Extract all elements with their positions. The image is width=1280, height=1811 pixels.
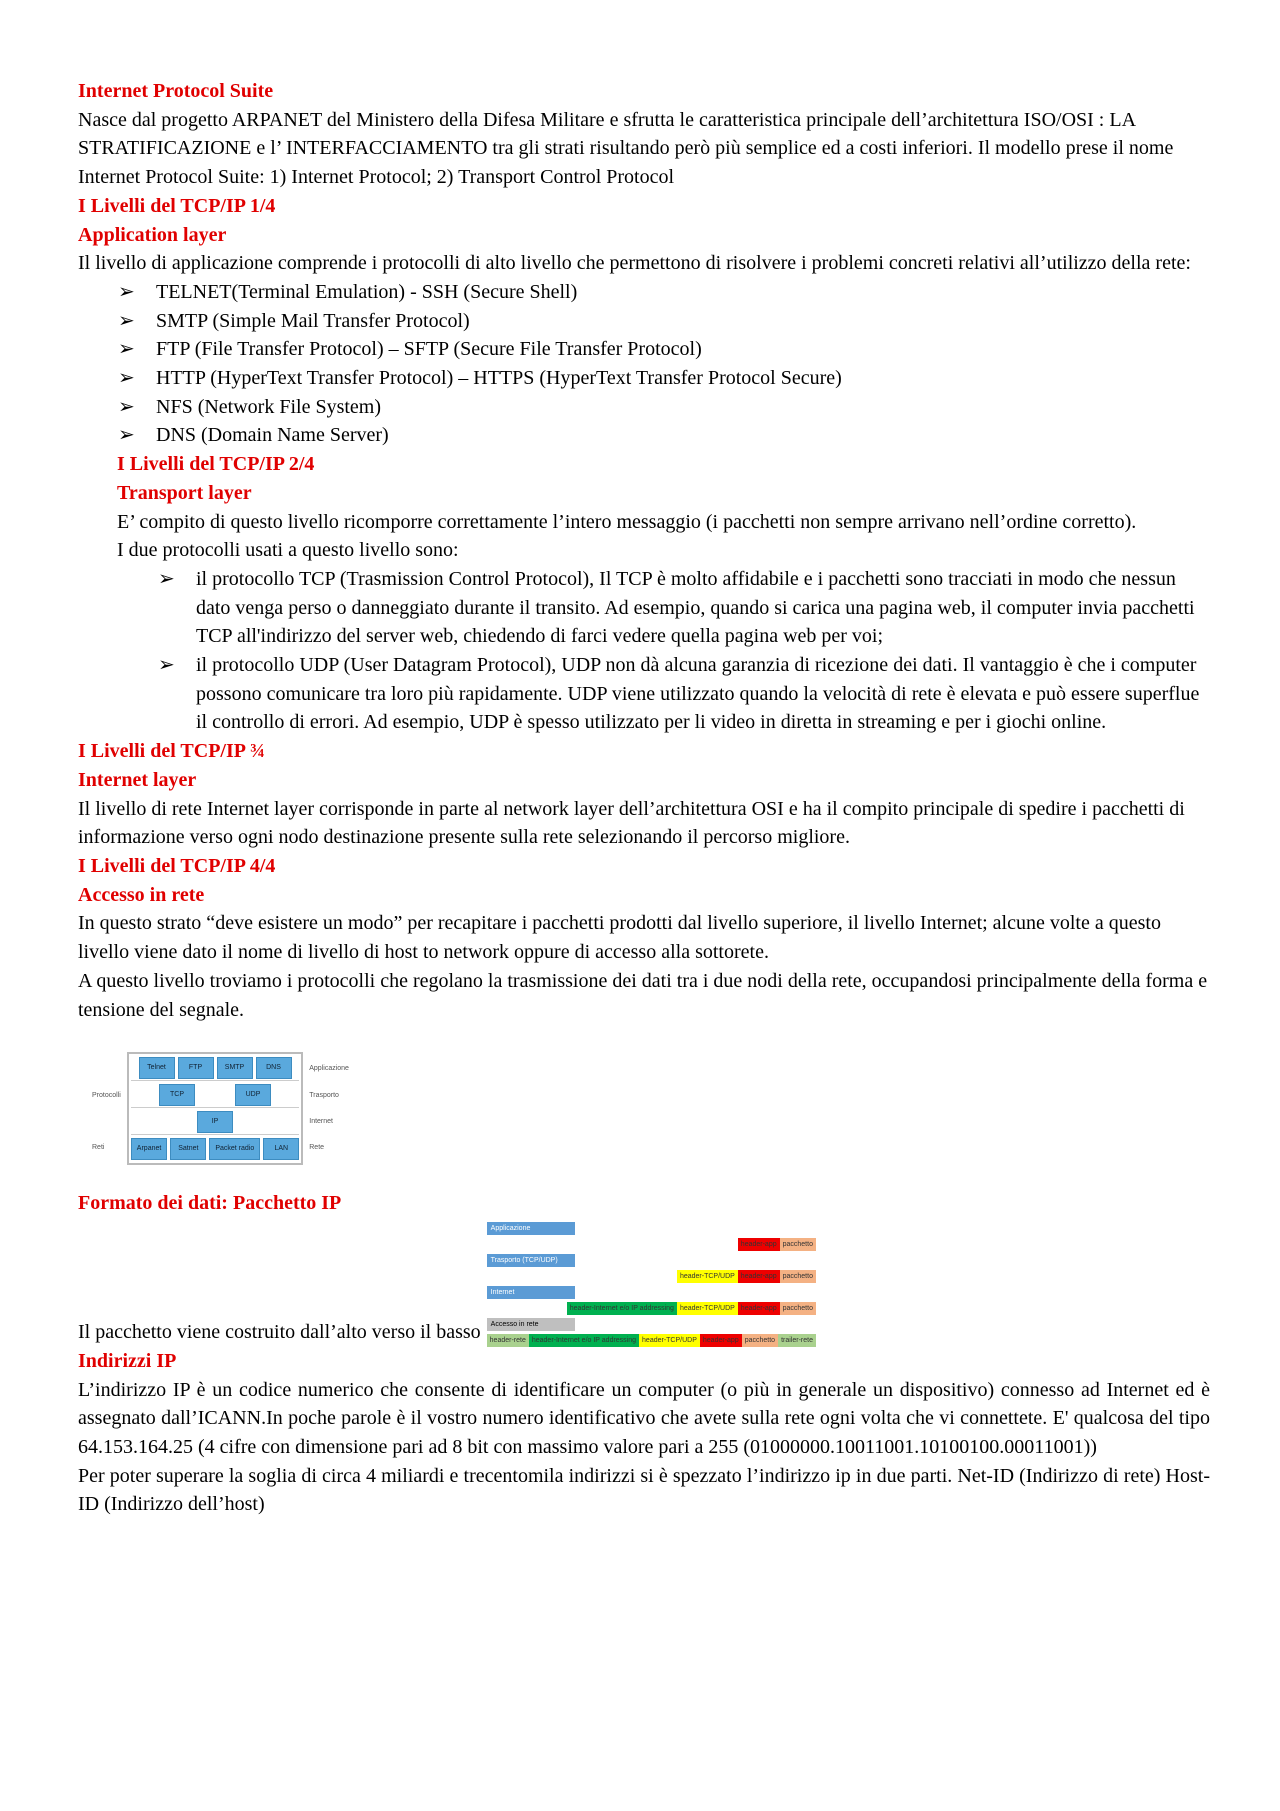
diagram-label: Internet <box>309 1117 333 1125</box>
diagram-row-internet <box>131 1110 299 1135</box>
heading: Indirizzi IP <box>78 1349 177 1372</box>
packet-segment: pacchetto <box>742 1334 778 1347</box>
list-item-text: il protocollo UDP (User Datagram Protocol), UDP non dà alcuna garanzia di ricezione dei dati. Il vantaggio è che i computer possono comunicare tra loro più rapidamente. UDP viene utilizzato quando la velocità di rete è elevata e può essere superflue il controllo di errori. Ad esempio, UDP è spesso utilizzato per li video in diretta in streaming e per i giochi online. <box>196 654 1200 734</box>
packet-segment: header-Internet e/o IP addressing <box>567 1302 677 1315</box>
layer-label: Trasporto (TCP/UDP) <box>487 1254 575 1267</box>
packet-segment: header-app <box>738 1270 780 1283</box>
list-item <box>78 278 1210 307</box>
paragraph: In questo strato “deve esistere un modo” per recapitare i pacchetti prodotti dal livello superiore, il livello Internet; alcune volte a questo livello viene dato il nome di livello di host to network oppure di accesso alla sottorete. <box>78 912 1161 964</box>
packet-segment: header-TCP/UDP <box>677 1270 738 1283</box>
transport-list <box>78 565 1210 737</box>
diagram-row-application <box>131 1056 299 1081</box>
packet-segment: header-TCP/UDP <box>677 1302 738 1315</box>
paragraph: A questo livello troviamo i protocolli che regolano la trasmissione dei dati tra i due nodi della rete, occupandosi principalmente della forma e tensione del segnale. <box>78 969 1208 1021</box>
packet-segment: pacchetto <box>780 1270 816 1283</box>
diagram-box: Packet radio <box>209 1138 260 1160</box>
heading: I Livelli del TCP/IP ¾ <box>78 740 265 763</box>
list-item <box>78 393 1210 422</box>
list-item <box>78 307 1210 336</box>
packet-segment: header-app <box>738 1302 780 1315</box>
packet-row <box>487 1302 816 1315</box>
packet-segment: pacchetto <box>780 1302 816 1315</box>
diagram-label: Trasporto <box>309 1091 339 1099</box>
subheading: Application layer <box>78 223 227 246</box>
arrow-bullet-icon: ➢ <box>118 367 135 390</box>
paragraph: I due protocolli usati a questo livello sono: <box>117 539 459 562</box>
diagram-box: Arpanet <box>131 1138 168 1160</box>
tcpip-layers-diagram <box>86 1052 1210 1165</box>
subheading: Accesso in rete <box>78 883 205 906</box>
diagram-left-labels <box>86 1052 127 1165</box>
paragraph: E’ compito di questo livello ricomporre correttamente l’intero messaggio (i pacchetti non sempre arrivano nell’ordine corretto). <box>117 510 1137 533</box>
heading: Formato dei dati: Pacchetto IP <box>78 1192 342 1215</box>
arrow-bullet-icon: ➢ <box>118 309 135 332</box>
diagram-box: SMTP <box>217 1057 253 1079</box>
diagram-box: Satnet <box>170 1138 206 1160</box>
paragraph: L’indirizzo IP è un codice numerico che consente di identificare un computer (o più in generale un dispositivo) connesso ad Internet ed è assegnato dall’ICANN.In poche parole è il vostro numero identificativo che avete sulla rete ogni volta che vi connettete. E' qualcosa del tipo 64.153.164.25 (4 cifre con dimensione pari ad 8 bit con massimo valore pari a 255 (01000000.10011001.10100100.00011001)) <box>78 1378 1210 1459</box>
paragraph: Nasce dal progetto ARPANET del Ministero della Difesa Militare e sfrutta le caratteristica principale dell’architettura ISO/OSI : LA STRATIFICAZIONE e l’ INTERFACCIAMENTO tra gli strati risultando però più semplice ed a costi inferiori. Il modello prese il nome Internet Protocol Suite: 1) Internet Protocol; 2) Transport Control Protocol <box>78 108 1174 189</box>
arrow-bullet-icon: ➢ <box>118 280 135 303</box>
list-item <box>78 335 1210 364</box>
list-item-text: NFS (Network File System) <box>156 395 381 418</box>
packet-row <box>487 1270 816 1283</box>
subheading: Transport layer <box>117 481 252 504</box>
diagram-box: Telnet <box>139 1057 175 1079</box>
layer-row <box>487 1318 816 1331</box>
packet-segment: pacchetto <box>780 1238 816 1251</box>
layer-row <box>487 1286 816 1299</box>
diagram-box: LAN <box>263 1138 299 1160</box>
paragraph: Il livello di rete Internet layer corrisponde in parte al network layer dell’architettura OSI e ha il compito principale di spedire i pacchetti di informazione verso ogni nodo destinazione presente sulla rete selezionando il percorso migliore. <box>78 797 1185 849</box>
diagram-label: Protocolli <box>92 1091 121 1099</box>
subheading: Internet layer <box>78 768 197 791</box>
heading: I Livelli del TCP/IP 1/4 <box>78 194 276 217</box>
arrow-bullet-icon: ➢ <box>158 654 175 677</box>
layer-row <box>487 1222 816 1235</box>
diagram-label: Rete <box>309 1144 325 1152</box>
list-item <box>78 364 1210 393</box>
diagram-box: TCP <box>159 1084 195 1106</box>
packet-row <box>487 1238 816 1251</box>
protocol-list <box>78 278 1210 450</box>
packet-segment: header-rete <box>487 1334 529 1347</box>
packet-section <box>78 1222 1210 1347</box>
list-item <box>78 565 1210 651</box>
list-item-text: HTTP (HyperText Transfer Protocol) – HTTPS (HyperText Transfer Protocol Secure) <box>156 367 842 390</box>
ip-packet-diagram <box>487 1222 816 1347</box>
layer-label: Applicazione <box>487 1222 575 1235</box>
packet-segment: header-Internet e/o IP addressing <box>529 1334 639 1347</box>
packet-segment: header-TCP/UDP <box>639 1334 700 1347</box>
list-item-text: DNS (Domain Name Server) <box>156 424 389 447</box>
paragraph: Il livello di applicazione comprende i protocolli di alto livello che permettono di risolvere i problemi concreti relativi all’utilizzo della rete: <box>78 252 1191 275</box>
arrow-bullet-icon: ➢ <box>118 424 135 447</box>
list-item-text: FTP (File Transfer Protocol) – SFTP (Secure File Transfer Protocol) <box>156 338 702 361</box>
layer-row <box>487 1254 816 1267</box>
heading: I Livelli del TCP/IP 2/4 <box>117 453 315 476</box>
list-item <box>78 421 1210 450</box>
diagram-right-labels <box>303 1052 355 1165</box>
diagram-box: FTP <box>178 1057 214 1079</box>
diagram-box: DNS <box>256 1057 292 1079</box>
list-item <box>78 651 1210 737</box>
packet-row <box>487 1334 816 1347</box>
diagram-box: UDP <box>235 1084 271 1106</box>
packet-segment: header-app <box>700 1334 742 1347</box>
diagram-box: IP <box>197 1111 233 1133</box>
list-item-text: TELNET(Terminal Emulation) - SSH (Secure Shell) <box>156 280 578 303</box>
layer-label: Accesso in rete <box>487 1318 575 1331</box>
diagram-label: Reti <box>92 1144 105 1152</box>
packet-segment: trailer-rete <box>778 1334 816 1347</box>
diagram-label: Applicazione <box>309 1065 349 1073</box>
heading: Internet Protocol Suite <box>78 80 274 102</box>
packet-segment: header-app <box>738 1238 780 1251</box>
document <box>78 77 1210 1519</box>
arrow-bullet-icon: ➢ <box>158 567 175 590</box>
list-item-text: SMTP (Simple Mail Transfer Protocol) <box>156 309 470 332</box>
paragraph: Il pacchetto viene costruito dall’alto verso il basso <box>78 1321 481 1344</box>
diagram-row-network <box>131 1137 299 1161</box>
list-item-text: il protocollo TCP (Trasmission Control Protocol), Il TCP è molto affidabile e i pacchetti sono tracciati in modo che nessun dato venga perso o danneggiato durante il transito. Ad esempio, quando si carica una pagina web, il computer invia pacchetti TCP all'indirizzo del server web, chiedendo di farci vedere quella pagina web per voi; <box>196 567 1195 648</box>
arrow-bullet-icon: ➢ <box>118 338 135 361</box>
arrow-bullet-icon: ➢ <box>118 395 135 418</box>
heading: I Livelli del TCP/IP 4/4 <box>78 854 276 877</box>
diagram-row-transport <box>131 1083 299 1108</box>
diagram-frame <box>127 1052 303 1165</box>
paragraph: Per poter superare la soglia di circa 4 miliardi e trecentomila indirizzi si è spezzato l’indirizzo ip in due parti. Net-ID (Indirizzo di rete) Host-ID (Indirizzo dell’host) <box>78 1464 1210 1516</box>
layer-label: Internet <box>487 1286 575 1299</box>
